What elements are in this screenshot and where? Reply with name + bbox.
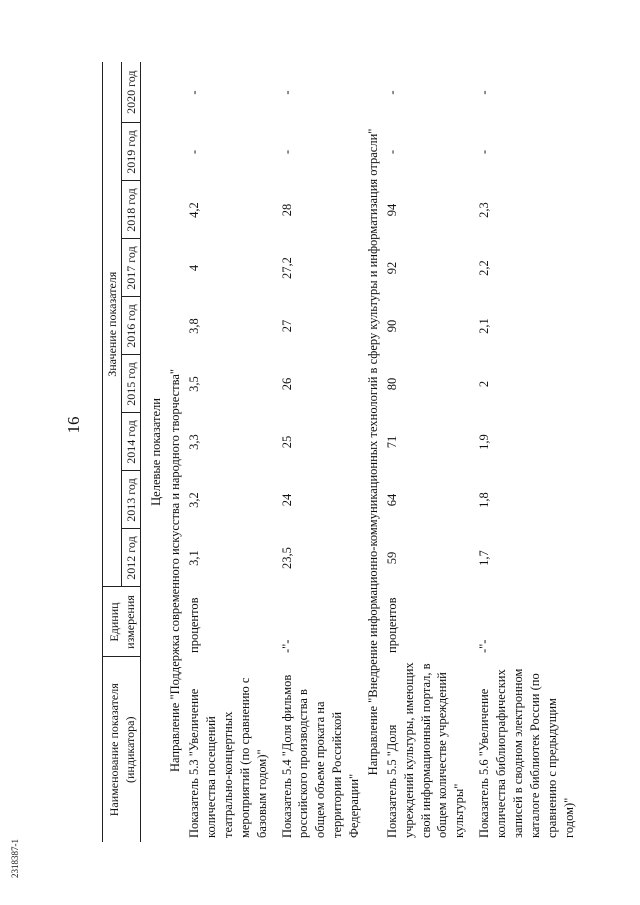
row-value: 27,2 bbox=[279, 257, 294, 279]
header-year: 2017 год bbox=[122, 239, 141, 297]
row-unit: процентов bbox=[187, 597, 202, 653]
row-value: 90 bbox=[384, 319, 399, 333]
row-value: - bbox=[477, 90, 492, 95]
row-value: 4,2 bbox=[187, 202, 202, 218]
row-value: 24 bbox=[279, 493, 294, 507]
row-value: 94 bbox=[384, 203, 399, 217]
row-value: 2,1 bbox=[477, 318, 492, 334]
header-name: Наименование показателя (индикатора) bbox=[103, 657, 141, 842]
row-value: 2,3 bbox=[477, 202, 492, 218]
row-value: - bbox=[279, 149, 294, 155]
row-value: 25 bbox=[279, 435, 294, 449]
header-year: 2020 год bbox=[122, 62, 141, 123]
row-value: - bbox=[384, 149, 399, 155]
row-value: 28 bbox=[279, 203, 294, 217]
row-value: 3,8 bbox=[187, 318, 202, 334]
table-row bbox=[383, 62, 469, 842]
header-year: 2012 год bbox=[122, 529, 141, 587]
row-name: Показатель 5.3 "Увеличение количества посещений театрально-концертных мероприятий (по сравнению с базовым годом)" bbox=[187, 677, 269, 838]
row-value: 80 bbox=[384, 377, 399, 391]
row-value: - bbox=[384, 90, 399, 95]
table-row bbox=[278, 62, 364, 842]
header-year: 2013 год bbox=[122, 471, 141, 529]
row-name: Показатель 5.5 "Доля учреждений культуры, имеющих свой информационный портал, в общем количестве учреждений культуры" bbox=[384, 662, 467, 838]
row-value: 23,5 bbox=[279, 547, 294, 569]
row-unit: -"- bbox=[477, 639, 492, 653]
row-name: Показатель 5.4 "Доля фильмов российского производства в общем объеме проката на территории Российской Федерации" bbox=[279, 674, 361, 838]
row-unit: процентов bbox=[384, 597, 399, 653]
section-title: Целевые показатели bbox=[149, 398, 164, 506]
row-unit: -"- bbox=[279, 639, 294, 653]
row-value: - bbox=[187, 90, 202, 95]
section-title: Направление "Внедрение информационно-коммуникационных технологий в сферу культуры и информатизация отрасли" bbox=[365, 128, 380, 776]
header-year: 2015 год bbox=[122, 355, 141, 413]
row-value: 2 bbox=[477, 380, 492, 388]
header-year: 2016 год bbox=[122, 297, 141, 355]
table-row bbox=[185, 62, 271, 842]
indicators-table bbox=[102, 62, 578, 842]
header-value-group: Значение показателя bbox=[103, 62, 122, 587]
header-year: 2014 год bbox=[122, 413, 141, 471]
row-value: 3,2 bbox=[187, 492, 202, 508]
row-value: 3,1 bbox=[187, 550, 202, 566]
row-value: - bbox=[477, 149, 492, 155]
row-value: - bbox=[279, 90, 294, 95]
row-name: Показатель 5.6 "Увеличение количества библиографических записей в сводном электронном каталоге библиотек России (по сравнению с предыдущим годом)" bbox=[477, 668, 576, 838]
row-value: - bbox=[187, 149, 202, 155]
section-title: Направление "Поддержка современного искусства и народного творчества" bbox=[168, 368, 183, 772]
row-value: 3,3 bbox=[187, 434, 202, 450]
page-number: 16 bbox=[64, 416, 83, 434]
row-value: 92 bbox=[384, 261, 399, 275]
footer-document-code: 2318387-1 bbox=[10, 839, 20, 878]
row-value: 4 bbox=[187, 264, 202, 272]
row-value: 2,2 bbox=[477, 260, 492, 276]
row-value: 27 bbox=[279, 319, 294, 333]
header-year: 2019 год bbox=[122, 123, 141, 181]
row-value: 26 bbox=[279, 377, 294, 391]
row-value: 1,7 bbox=[477, 550, 492, 566]
rotated-content bbox=[58, 62, 608, 842]
header-year: 2018 год bbox=[122, 181, 141, 239]
row-value: 1,8 bbox=[477, 492, 492, 508]
table-row bbox=[475, 62, 578, 842]
row-value: 64 bbox=[384, 493, 399, 507]
header-unit: Единиц измерения bbox=[103, 587, 141, 657]
row-value: 1,9 bbox=[477, 434, 492, 450]
row-value: 3,5 bbox=[187, 376, 202, 392]
row-value: 59 bbox=[384, 551, 399, 565]
row-value: 71 bbox=[384, 435, 399, 449]
